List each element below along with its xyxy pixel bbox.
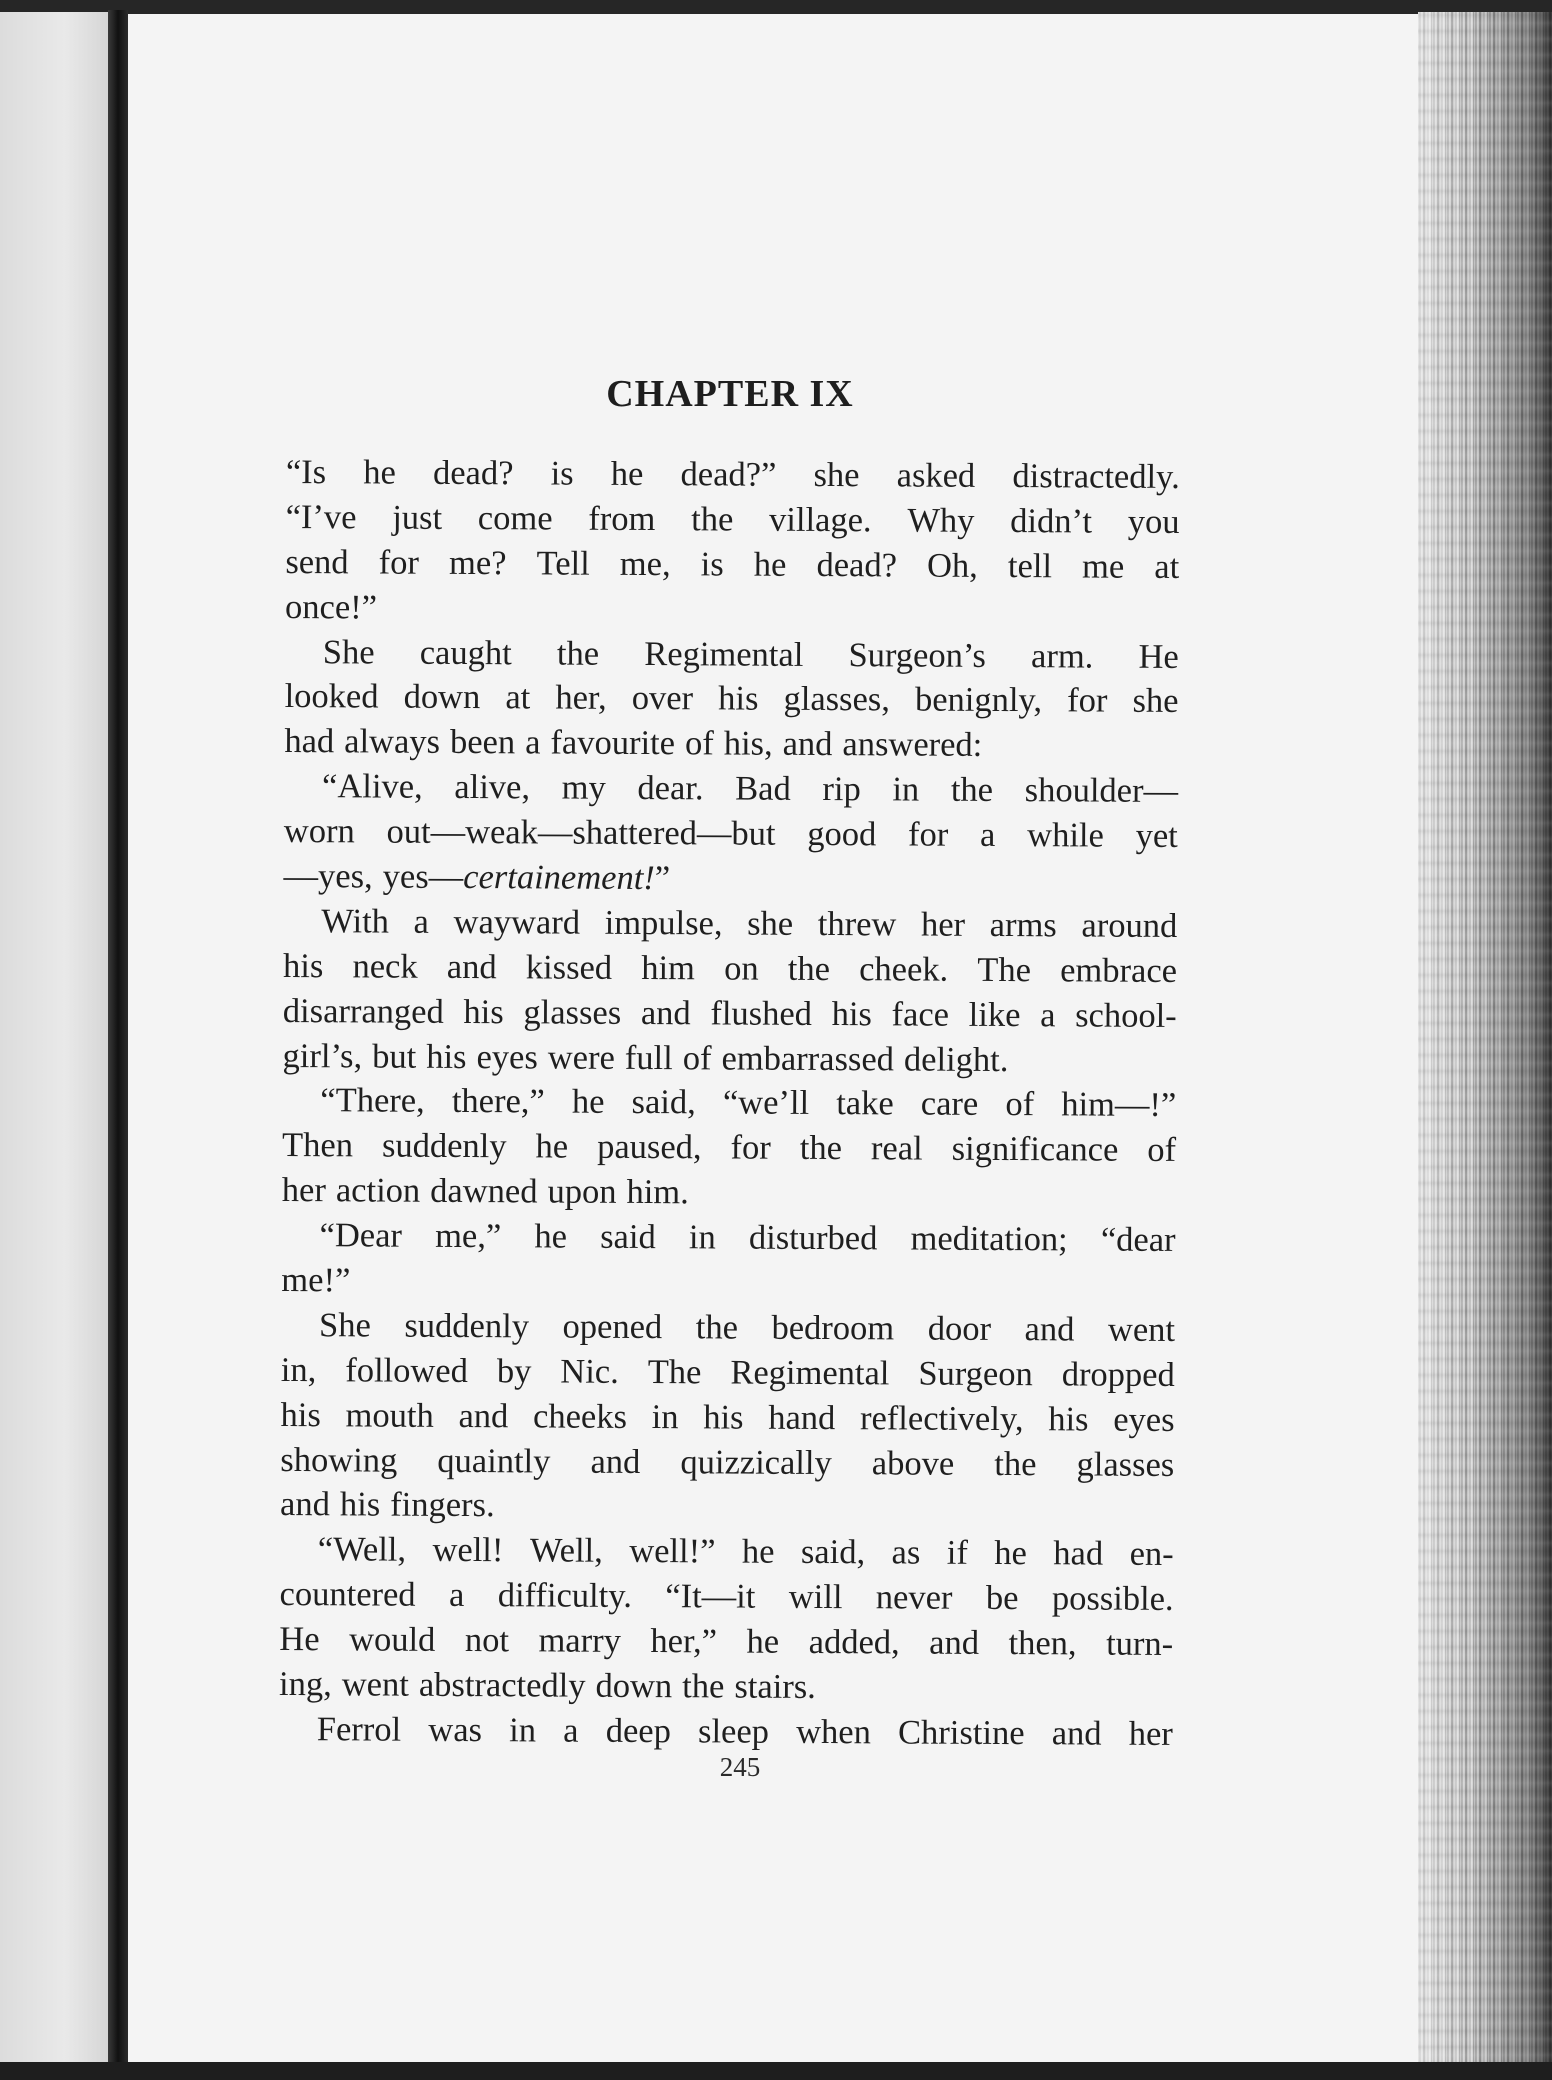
text-line: and his fingers. [280, 1485, 495, 1525]
facing-page-edge [0, 12, 108, 2064]
scan-frame-bottom [0, 2062, 1552, 2080]
text-line: girl’s, but his eyes were full of embarrassed delight. [282, 1036, 1009, 1079]
text-line: “Dear me,” he said in disturbed meditation; “dear [319, 1216, 1176, 1260]
text-line: She caught the Regimental Surgeon’s arm. He [322, 632, 1179, 676]
text-line: looked down at her, over his glasses, benignly, for she [284, 677, 1179, 721]
text-line: his neck and kissed him on the cheek. The embrace [283, 946, 1178, 990]
page-number: 245 [719, 1752, 761, 1782]
text-line: Then suddenly he paused, for the real significance of [282, 1126, 1177, 1170]
page-stack-edge [1418, 12, 1552, 2064]
text-line: her action dawned upon him. [281, 1171, 689, 1212]
text-line: He would not marry her,” he added, and then, turn- [279, 1620, 1174, 1664]
text-line: me!” [281, 1261, 351, 1300]
text-line: “There, there,” he said, “we’ll take care of him—!” [320, 1081, 1177, 1125]
text-line: Ferrol was in a deep sleep when Christine and her [316, 1710, 1173, 1753]
text-line: With a wayward impulse, she threw her arms around [321, 902, 1178, 945]
text-line: —yes, yes—certainement!” [283, 857, 671, 898]
text-line: once!” [285, 587, 378, 627]
text-line: “Alive, alive, my dear. Bad rip in the shoulder— [322, 767, 1179, 811]
body-text [279, 450, 1180, 1757]
text-line: worn out—weak—shattered—but good for a while yet [283, 812, 1178, 856]
text-line: “Well, well! Well, well!” he said, as if he had en- [317, 1530, 1174, 1574]
scan-frame-top [0, 0, 1552, 14]
italic-phrase: certainement! [463, 858, 655, 898]
text-line: disarranged his glasses and flushed his face like a school- [282, 991, 1177, 1035]
text-line: send for me? Tell me, is he dead? Oh, tell me at [285, 542, 1180, 586]
text-line: showing quaintly and quizzically above the glasses [280, 1440, 1175, 1484]
text-line: in, followed by Nic. The Regimental Surgeon dropped [280, 1350, 1175, 1394]
text-line: had always been a favourite of his, and answered: [284, 722, 983, 765]
chapter-heading: CHAPTER IX [606, 373, 854, 415]
text-line: She suddenly opened the bedroom door and went [319, 1306, 1176, 1349]
text-line: ing, went abstractedly down the stairs. [279, 1665, 816, 1707]
book-gutter [108, 10, 128, 2068]
text-line: his mouth and cheeks in his hand reflectively, his eyes [280, 1395, 1175, 1439]
text-line: “I’ve just come from the village. Why didn’t you [285, 497, 1180, 541]
text-line: countered a difficulty. “It—it will never be possible. [279, 1575, 1174, 1619]
text-line: “Is he dead? is he dead?” she asked distractedly. [285, 452, 1180, 496]
